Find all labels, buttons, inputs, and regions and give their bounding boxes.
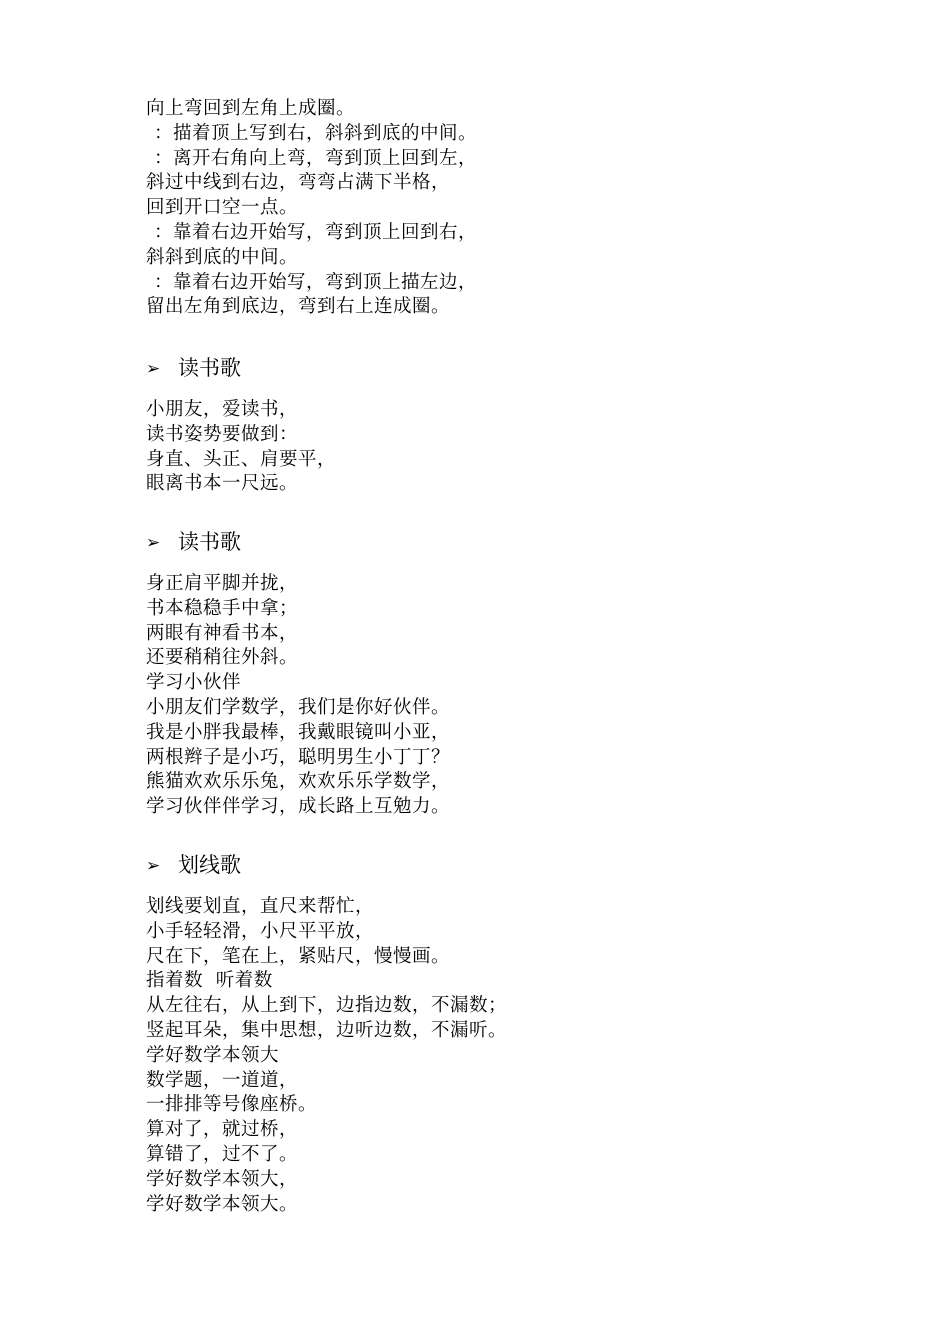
verse-line: 身直、头正、肩要平， — [146, 448, 337, 470]
intro-line: ：离开右角向上弯，弯到顶上回到左， — [154, 147, 478, 169]
intro-line: 斜过中线到右边，弯弯占满下半格， — [146, 172, 451, 194]
section-heading — [146, 850, 241, 880]
arrow-bullet-icon: ➢ — [146, 533, 161, 553]
section-heading — [146, 353, 241, 383]
verse-line: 学习伙伴伴学习，成长路上互勉力。 — [146, 796, 451, 818]
intro-text — [146, 97, 477, 320]
intro-line: 回到开口空一点。 — [146, 197, 299, 219]
intro-line: 向上弯回到左角上成圈。 — [146, 98, 356, 119]
verse-line: 两根辫子是小巧，聪明男生小丁丁？ — [146, 746, 451, 768]
verse-line: 学好数学本领大。 — [146, 1193, 299, 1215]
section-title: 读书歌 — [178, 530, 241, 554]
verse-line: 数学题，一道道， — [146, 1069, 299, 1091]
verse-line: 算对了，就过桥， — [146, 1119, 299, 1141]
verse-line: 学好数学本领大 — [146, 1044, 280, 1066]
verse-line: 小朋友们学数学，我们是你好伙伴。 — [146, 696, 451, 718]
verse-line: 一排排等号像座桥。 — [146, 1094, 318, 1116]
section-title: 划线歌 — [178, 853, 241, 877]
intro-line: ：靠着右边开始写，弯到顶上回到右， — [154, 221, 478, 243]
intro-line: ：靠着右边开始写，弯到顶上描左边， — [154, 271, 478, 293]
verse-line: 指着数 听着数 — [146, 970, 273, 992]
intro-line: 斜斜到底的中间。 — [146, 246, 299, 268]
verse-line: 尺在下，笔在上，紧贴尺，慢慢画。 — [146, 945, 451, 967]
verse-line: 学好数学本领大， — [146, 1168, 299, 1190]
verse-line: 小手轻轻滑，小尺平平放， — [146, 920, 375, 942]
verse-line: 读书姿势要做到： — [146, 423, 299, 445]
verse-line: 身正肩平脚并拢， — [146, 573, 299, 594]
section-body — [146, 572, 450, 820]
verse-line: 学习小伙伴 — [146, 672, 242, 694]
intro-line: ：描着顶上写到右，斜斜到底的中间。 — [154, 122, 478, 144]
verse-line: 划线要划直，直尺来帮忙， — [146, 896, 375, 917]
intro-line: 留出左角到底边，弯到右上连成圈。 — [146, 296, 451, 318]
section-body — [146, 895, 507, 1217]
verse-line: 小朋友，爱读书， — [146, 399, 299, 420]
arrow-bullet-icon: ➢ — [146, 359, 161, 379]
verse-line: 还要稍稍往外斜。 — [146, 647, 299, 669]
verse-line: 书本稳稳手中拿； — [146, 597, 299, 619]
section-title: 读书歌 — [178, 356, 241, 380]
arrow-bullet-icon: ➢ — [146, 856, 161, 876]
verse-line: 算错了，过不了。 — [146, 1143, 299, 1165]
verse-line: 从左往右，从上到下，边指边数，不漏数； — [146, 995, 508, 1017]
verse-line: 竖起耳朵，集中思想，边听边数，不漏听。 — [146, 1019, 508, 1041]
section-body — [146, 398, 336, 497]
verse-line: 两眼有神看书本， — [146, 622, 299, 644]
section-heading — [146, 527, 241, 557]
verse-line: 眼离书本一尺远。 — [146, 473, 299, 495]
verse-line: 熊猫欢欢乐乐兔，欢欢乐乐学数学， — [146, 771, 451, 793]
verse-line: 我是小胖我最棒，我戴眼镜叫小亚， — [146, 721, 451, 743]
